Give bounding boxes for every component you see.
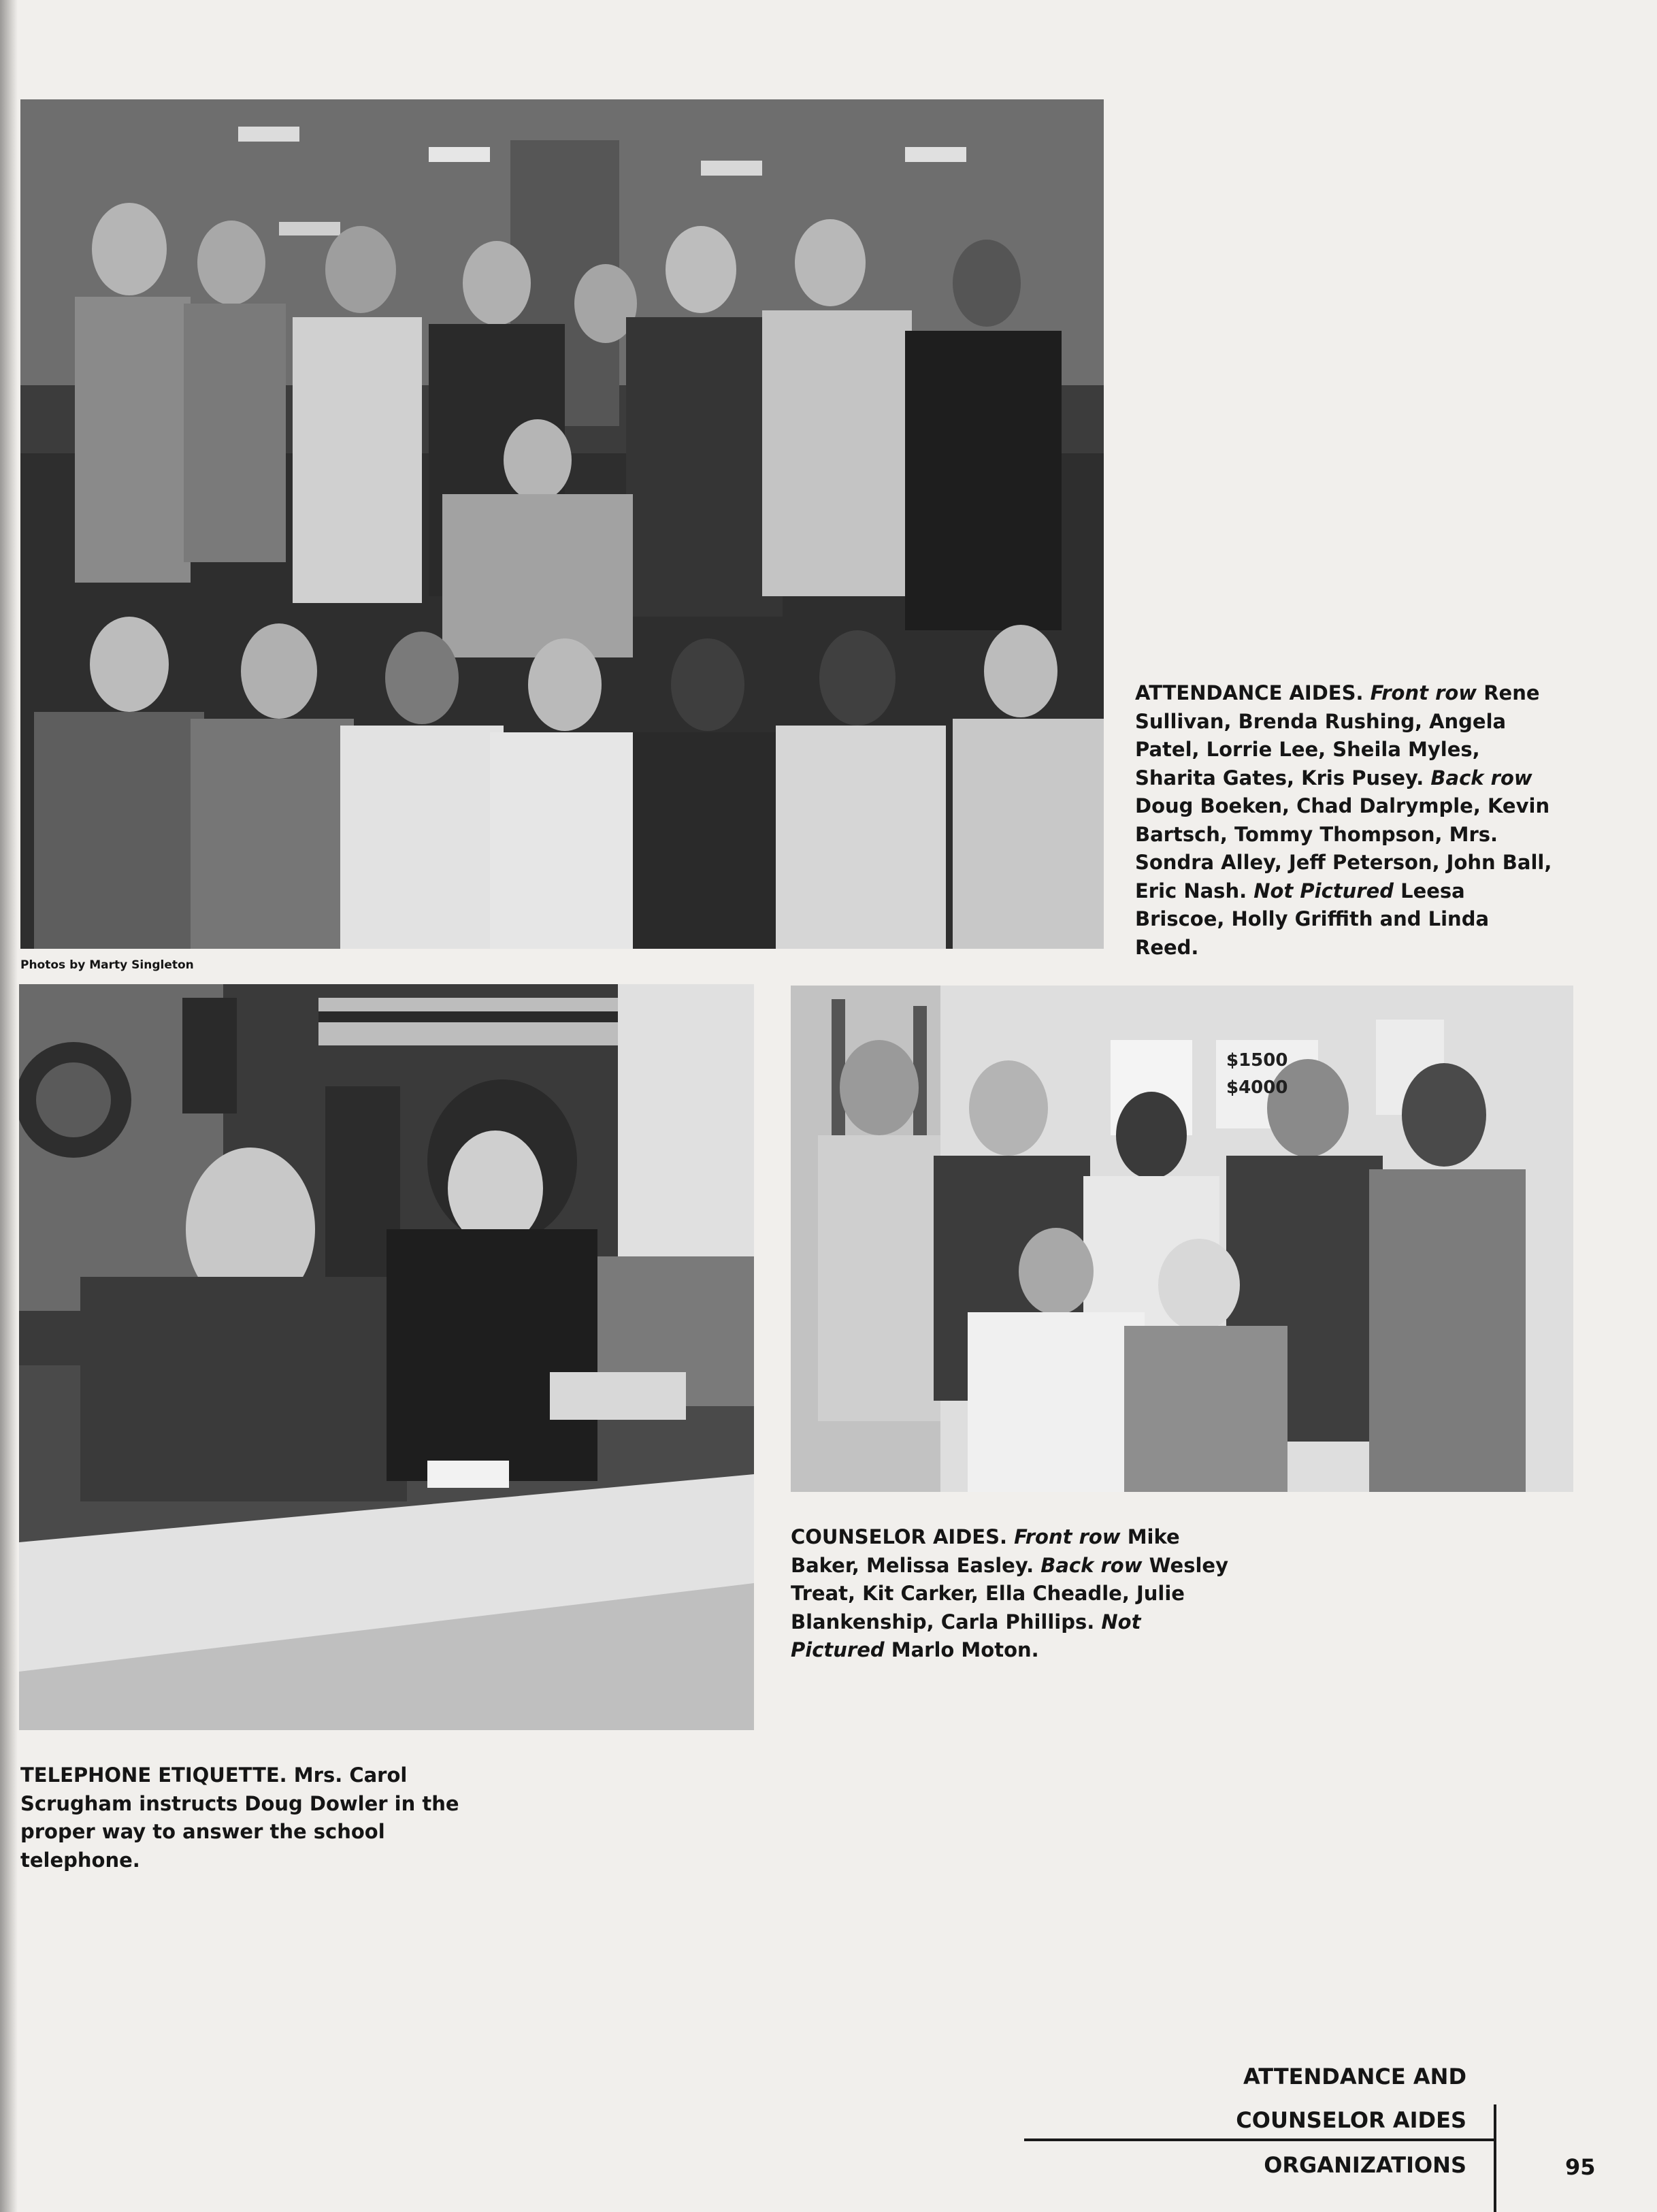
footer-horizontal-rule: [1024, 2138, 1494, 2141]
photo-credit: Photos by Marty Singleton: [20, 958, 194, 972]
attendance-back-row-label: Back row: [1430, 766, 1532, 790]
counselor-front-row-label: Front row: [1014, 1525, 1121, 1548]
footer-vertical-rule: [1494, 2104, 1496, 2212]
page-number: 95: [1565, 2154, 1596, 2180]
counselor-front-row-names: Mike Baker, Melissa Easley.: [791, 1525, 1180, 1577]
attendance-front-row-names: Rene Sullivan, Brenda Rushing, Angela Patel, Lorrie Lee, Sheila Myles, Sharita Gates, Kris Pusey.: [1135, 681, 1540, 790]
photo-price-1500: $1500: [1226, 1050, 1288, 1071]
attendance-heading: ATTENDANCE AIDES.: [1135, 681, 1364, 704]
telephone-heading: TELEPHONE ETIQUETTE.: [20, 1763, 287, 1787]
footer-section-line-2: COUNSELOR AIDES: [1236, 2107, 1466, 2133]
attendance-not-pictured-label: Not Pictured: [1253, 879, 1394, 902]
counselor-aides-photo: [791, 986, 1573, 1492]
counselor-not-pictured-names: Marlo Moton.: [891, 1638, 1039, 1661]
attendance-aides-photo: [20, 99, 1104, 949]
page-binding-shadow: [0, 0, 18, 2212]
attendance-aides-caption: [1135, 679, 1557, 962]
counselor-not-pictured-label: Not Pictured: [791, 1610, 1141, 1661]
counselor-back-row-label: Back row: [1040, 1553, 1143, 1577]
telephone-body: Mrs. Carol Scrugham instructs Doug Dowler in the proper way to answer the school telephone.: [20, 1763, 459, 1872]
photo-price-4000: $4000: [1226, 1077, 1288, 1098]
counselor-heading: COUNSELOR AIDES.: [791, 1525, 1007, 1548]
attendance-not-pictured-names: Leesa Briscoe, Holly Griffith and Linda Reed.: [1135, 879, 1490, 959]
telephone-etiquette-caption: [20, 1761, 463, 1874]
telephone-etiquette-photo: [19, 984, 754, 1730]
counselor-back-row-names: Wesley Treat, Kit Carker, Ella Cheadle, Julie Blankenship, Carla Phillips.: [791, 1553, 1228, 1633]
counselor-aides-caption: [791, 1523, 1240, 1665]
attendance-back-row-names: Doug Boeken, Chad Dalrymple, Kevin Bartsch, Tommy Thompson, Mrs. Sondra Alley, Jeff Peterson, John Ball, Eric Nash.: [1135, 794, 1552, 902]
footer-section-line-3: ORGANIZATIONS: [1264, 2152, 1466, 2178]
footer-section-line-1: ATTENDANCE AND: [1243, 2064, 1466, 2089]
attendance-front-row-label: Front row: [1370, 681, 1477, 704]
